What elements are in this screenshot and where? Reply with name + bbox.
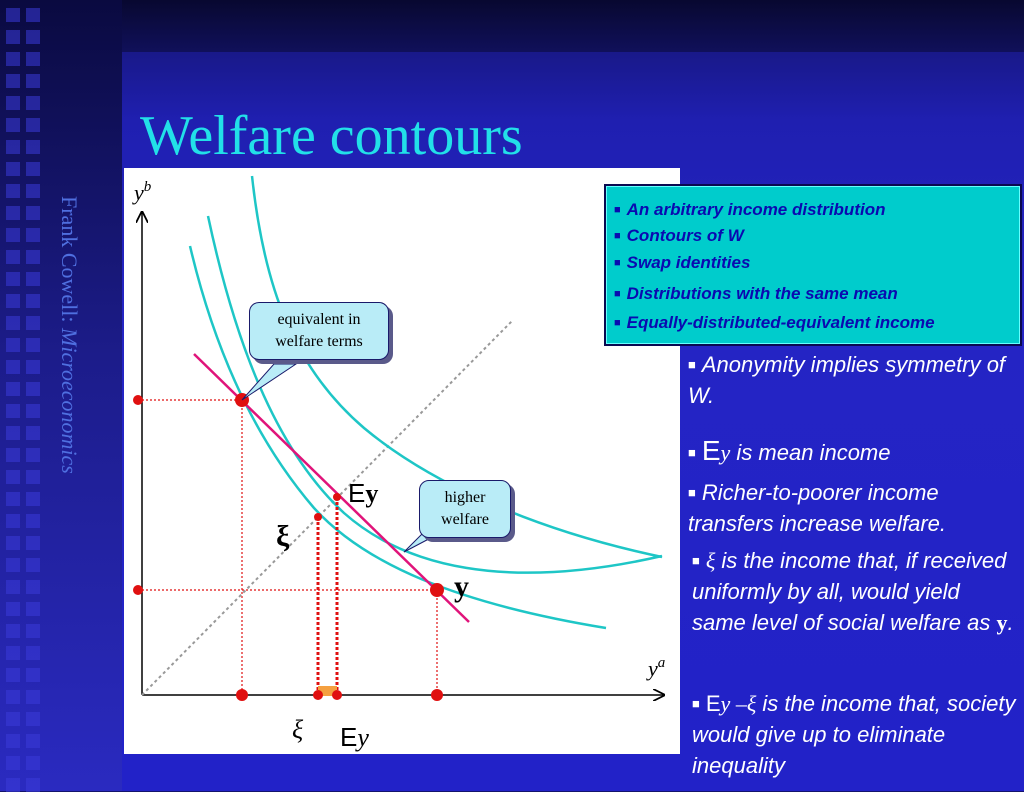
- pattern-square: [6, 118, 20, 132]
- xi-axis-label: ξ: [292, 715, 304, 744]
- pattern-square: [6, 426, 20, 440]
- x-axis-point-lower: [431, 689, 443, 701]
- pattern-square: [6, 756, 20, 770]
- pattern-square: [26, 756, 40, 770]
- x-axis-point-xi: [313, 690, 323, 700]
- pattern-square: [6, 74, 20, 88]
- pattern-square: [6, 580, 20, 594]
- x-axis-label: $y^a$: [648, 655, 666, 681]
- pattern-square: [6, 624, 20, 638]
- bullet-icon: ■: [614, 204, 621, 216]
- pattern-square: [26, 426, 40, 440]
- callout-higher-line1: higher: [444, 489, 486, 506]
- callout-equivalent-tail: [242, 364, 296, 400]
- pattern-square: [26, 580, 40, 594]
- pattern-square: [26, 514, 40, 528]
- pattern-square: [26, 140, 40, 154]
- point-y-label: y: [454, 570, 469, 603]
- axis-point-lower: [133, 585, 143, 595]
- top-band: [0, 0, 1024, 52]
- pattern-square: [6, 690, 20, 704]
- pattern-square: [26, 118, 40, 132]
- pattern-square: [26, 52, 40, 66]
- pattern-square: [26, 470, 40, 484]
- note-anonymity: ■ Anonymity implies symmetry of W.: [688, 352, 1006, 408]
- axis-point-upper: [133, 395, 143, 405]
- bullet-icon: ■: [688, 445, 696, 460]
- pattern-square: [6, 338, 20, 352]
- pattern-square: [6, 448, 20, 462]
- x-axis-point-ey: [332, 690, 342, 700]
- pattern-square: [26, 646, 40, 660]
- pattern-square: [6, 382, 20, 396]
- pattern-square: [6, 712, 20, 726]
- author-credit: [42, 196, 82, 596]
- pattern-square: [6, 778, 20, 792]
- pattern-square: [6, 536, 20, 550]
- pattern-square: [6, 184, 20, 198]
- callout-equivalent-line2: welfare terms: [275, 333, 363, 350]
- pattern-square: [26, 228, 40, 242]
- pattern-square: [6, 294, 20, 308]
- xi-label: ξ: [276, 520, 290, 553]
- pattern-square: [6, 646, 20, 660]
- legend-item: ■ Contours of W: [614, 226, 744, 245]
- pattern-square: [26, 624, 40, 638]
- pattern-square: [26, 360, 40, 374]
- pattern-square: [26, 206, 40, 220]
- pattern-square: [26, 338, 40, 352]
- pattern-square: [6, 250, 20, 264]
- point-xi: [314, 513, 322, 521]
- pattern-square: [6, 470, 20, 484]
- pattern-square: [26, 734, 40, 748]
- note-mean-income: ■ Ey is mean income: [688, 435, 891, 466]
- pattern-square: [6, 734, 20, 748]
- pattern-square: [26, 690, 40, 704]
- callout-higher: [419, 480, 511, 538]
- pattern-square: [6, 558, 20, 572]
- pattern-square: [26, 250, 40, 264]
- book-title: Microeconomics: [57, 328, 82, 474]
- author-name: Frank Cowell:: [57, 196, 82, 323]
- welfare-diagram: [124, 168, 680, 754]
- callout-higher-line2: welfare: [441, 511, 489, 528]
- pattern-square: [6, 8, 20, 22]
- callout-equivalent-line1: equivalent in: [277, 311, 361, 328]
- bullet-icon: ■: [692, 696, 700, 711]
- pattern-square: [6, 206, 20, 220]
- legend-item: ■ Equally-distributed-equivalent income: [614, 313, 935, 332]
- pattern-square: [26, 294, 40, 308]
- pattern-square: [26, 96, 40, 110]
- point-y: [430, 583, 444, 597]
- pattern-square: [26, 316, 40, 330]
- pattern-square: [26, 8, 40, 22]
- pattern-square: [26, 272, 40, 286]
- pattern-square: [26, 602, 40, 616]
- legend-item: ■ Distributions with the same mean: [614, 284, 898, 303]
- pattern-square: [26, 778, 40, 792]
- diagram-panel: [124, 168, 680, 754]
- pattern-square: [26, 712, 40, 726]
- bullet-icon: ■: [692, 553, 700, 568]
- legend-item: ■ An arbitrary income distribution: [614, 200, 886, 219]
- pattern-square: [6, 30, 20, 44]
- pattern-square: [26, 382, 40, 396]
- pattern-square: [6, 140, 20, 154]
- pattern-square: [26, 74, 40, 88]
- note-transfers: ■ Richer-to-poorer income transfers increase welfare.: [688, 480, 946, 536]
- pattern-square: [26, 668, 40, 682]
- bullet-icon: ■: [614, 230, 621, 242]
- pattern-square: [26, 492, 40, 506]
- pattern-square: [6, 602, 20, 616]
- legend-box: [604, 184, 1022, 346]
- note-xi: ■ ξ is the income that, if received uniformly by all, would yield same level of social welfare as y.: [692, 548, 1014, 635]
- pattern-square: [6, 52, 20, 66]
- pattern-square: [6, 228, 20, 242]
- callout-equivalent: [249, 302, 389, 360]
- bullet-icon: ■: [688, 357, 696, 372]
- pattern-square: [26, 404, 40, 418]
- pattern-square: [6, 162, 20, 176]
- pattern-square: [6, 514, 20, 528]
- pattern-square: [6, 668, 20, 682]
- x-axis-point-upper: [236, 689, 248, 701]
- pattern-square: [6, 404, 20, 418]
- pattern-square: [26, 184, 40, 198]
- pattern-square: [6, 360, 20, 374]
- bullet-icon: ■: [614, 317, 621, 329]
- pattern-square: [26, 162, 40, 176]
- note-cost: ■ Ey –ξ is the income that, society would give up to eliminate inequality: [692, 691, 1016, 778]
- pattern-square: [26, 30, 40, 44]
- pattern-square: [26, 448, 40, 462]
- bullet-icon: ■: [614, 288, 621, 300]
- point-ey: [333, 493, 341, 501]
- pattern-square: [6, 492, 20, 506]
- pattern-square: [6, 96, 20, 110]
- slide-title: Welfare contours: [140, 105, 523, 167]
- pattern-square: [26, 536, 40, 550]
- pattern-square: [6, 272, 20, 286]
- bullet-icon: ■: [614, 257, 621, 269]
- legend-item: ■ Swap identities: [614, 253, 751, 272]
- ey-axis-label: Ey: [340, 722, 369, 752]
- bullet-icon: ■: [688, 485, 696, 500]
- side-pattern: [0, 0, 40, 791]
- pattern-square: [26, 558, 40, 572]
- point-ey-label: Ey: [348, 478, 379, 508]
- y-axis-label: $y^b$: [134, 179, 152, 205]
- pattern-square: [6, 316, 20, 330]
